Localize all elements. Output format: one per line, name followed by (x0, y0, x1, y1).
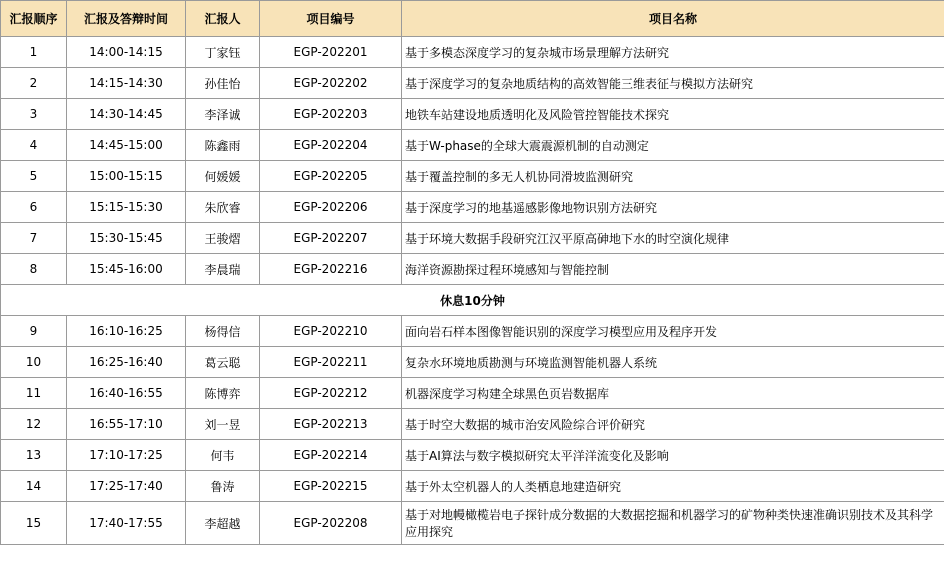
table-row (1, 192, 944, 223)
title-cell: 基于AI算法与数字模拟研究太平洋洋流变化及影响 (402, 440, 944, 471)
time-cell: 14:30-14:45 (67, 99, 186, 130)
presenter-cell: 刘一昱 (186, 409, 260, 440)
title-cell: 基于环境大数据手段研究江汉平原高砷地下水的时空演化规律 (402, 223, 944, 254)
order-cell: 2 (1, 68, 67, 99)
order-cell: 14 (1, 471, 67, 502)
code-cell: EGP-202212 (260, 378, 402, 409)
presenter-cell: 朱欣睿 (186, 192, 260, 223)
presenter-cell: 杨得信 (186, 316, 260, 347)
table-row (1, 471, 944, 502)
title-cell: 地铁车站建设地质透明化及风险管控智能技术探究 (402, 99, 944, 130)
code-cell: EGP-202216 (260, 254, 402, 285)
code-cell: EGP-202215 (260, 471, 402, 502)
title-cell: 基于多模态深度学习的复杂城市场景理解方法研究 (402, 37, 944, 68)
code-cell: EGP-202213 (260, 409, 402, 440)
title-cell: 基于深度学习的复杂地质结构的高效智能三维表征与模拟方法研究 (402, 68, 944, 99)
header-title: 项目名称 (402, 1, 944, 37)
code-cell: EGP-202204 (260, 130, 402, 161)
time-cell: 16:25-16:40 (67, 347, 186, 378)
table-row (1, 37, 944, 68)
break-label: 休息10分钟 (1, 285, 944, 316)
presenter-cell: 何媛媛 (186, 161, 260, 192)
presenter-cell: 葛云聪 (186, 347, 260, 378)
title-cell: 面向岩石样本图像智能识别的深度学习模型应用及程序开发 (402, 316, 944, 347)
title-cell: 基于时空大数据的城市治安风险综合评价研究 (402, 409, 944, 440)
table-row (1, 99, 944, 130)
break-row (1, 285, 944, 316)
presenter-cell: 王骏熠 (186, 223, 260, 254)
title-cell: 基于外太空机器人的人类栖息地建造研究 (402, 471, 944, 502)
title-cell: 基于深度学习的地基遥感影像地物识别方法研究 (402, 192, 944, 223)
order-cell: 5 (1, 161, 67, 192)
presenter-cell: 丁家钰 (186, 37, 260, 68)
header-row (1, 1, 944, 37)
code-cell: EGP-202214 (260, 440, 402, 471)
time-cell: 15:45-16:00 (67, 254, 186, 285)
table-row (1, 440, 944, 471)
presenter-cell: 陈博弈 (186, 378, 260, 409)
order-cell: 4 (1, 130, 67, 161)
time-cell: 16:55-17:10 (67, 409, 186, 440)
time-cell: 16:10-16:25 (67, 316, 186, 347)
table-row (1, 409, 944, 440)
table-row (1, 68, 944, 99)
time-cell: 17:25-17:40 (67, 471, 186, 502)
code-cell: EGP-202201 (260, 37, 402, 68)
table-row (1, 378, 944, 409)
title-cell: 海洋资源勘探过程环境感知与智能控制 (402, 254, 944, 285)
time-cell: 14:45-15:00 (67, 130, 186, 161)
table-row (1, 254, 944, 285)
code-cell: EGP-202207 (260, 223, 402, 254)
time-cell: 17:40-17:55 (67, 502, 186, 545)
header-code: 项目编号 (260, 1, 402, 37)
header-time: 汇报及答辩时间 (67, 1, 186, 37)
time-cell: 14:00-14:15 (67, 37, 186, 68)
time-cell: 15:30-15:45 (67, 223, 186, 254)
code-cell: EGP-202202 (260, 68, 402, 99)
time-cell: 15:15-15:30 (67, 192, 186, 223)
order-cell: 9 (1, 316, 67, 347)
order-cell: 1 (1, 37, 67, 68)
presenter-cell: 鲁涛 (186, 471, 260, 502)
order-cell: 3 (1, 99, 67, 130)
order-cell: 11 (1, 378, 67, 409)
presenter-cell: 李泽诚 (186, 99, 260, 130)
order-cell: 10 (1, 347, 67, 378)
order-cell: 15 (1, 502, 67, 545)
table-row (1, 223, 944, 254)
table-row (1, 347, 944, 378)
title-cell: 机器深度学习构建全球黑色页岩数据库 (402, 378, 944, 409)
table-row (1, 316, 944, 347)
time-cell: 15:00-15:15 (67, 161, 186, 192)
time-cell: 17:10-17:25 (67, 440, 186, 471)
header-order: 汇报顺序 (1, 1, 67, 37)
title-cell: 基于对地幔橄榄岩电子探针成分数据的大数据挖掘和机器学习的矿物种类快速准确识别技术及其科学应用探究 (402, 502, 944, 545)
time-cell: 16:40-16:55 (67, 378, 186, 409)
code-cell: EGP-202211 (260, 347, 402, 378)
code-cell: EGP-202205 (260, 161, 402, 192)
time-cell: 14:15-14:30 (67, 68, 186, 99)
presenter-cell: 李超越 (186, 502, 260, 545)
title-cell: 基于覆盖控制的多无人机协同滑坡监测研究 (402, 161, 944, 192)
order-cell: 12 (1, 409, 67, 440)
presenter-cell: 孙佳怡 (186, 68, 260, 99)
order-cell: 13 (1, 440, 67, 471)
table-row (1, 502, 944, 545)
title-cell: 基于W-phase的全球大震震源机制的自动测定 (402, 130, 944, 161)
code-cell: EGP-202208 (260, 502, 402, 545)
table-row (1, 161, 944, 192)
code-cell: EGP-202203 (260, 99, 402, 130)
order-cell: 6 (1, 192, 67, 223)
presenter-cell: 陈鑫雨 (186, 130, 260, 161)
table-row (1, 130, 944, 161)
code-cell: EGP-202210 (260, 316, 402, 347)
presenter-cell: 李晨瑞 (186, 254, 260, 285)
presenter-cell: 何韦 (186, 440, 260, 471)
header-presenter: 汇报人 (186, 1, 260, 37)
order-cell: 7 (1, 223, 67, 254)
title-cell: 复杂水环境地质勘测与环境监测智能机器人系统 (402, 347, 944, 378)
code-cell: EGP-202206 (260, 192, 402, 223)
order-cell: 8 (1, 254, 67, 285)
